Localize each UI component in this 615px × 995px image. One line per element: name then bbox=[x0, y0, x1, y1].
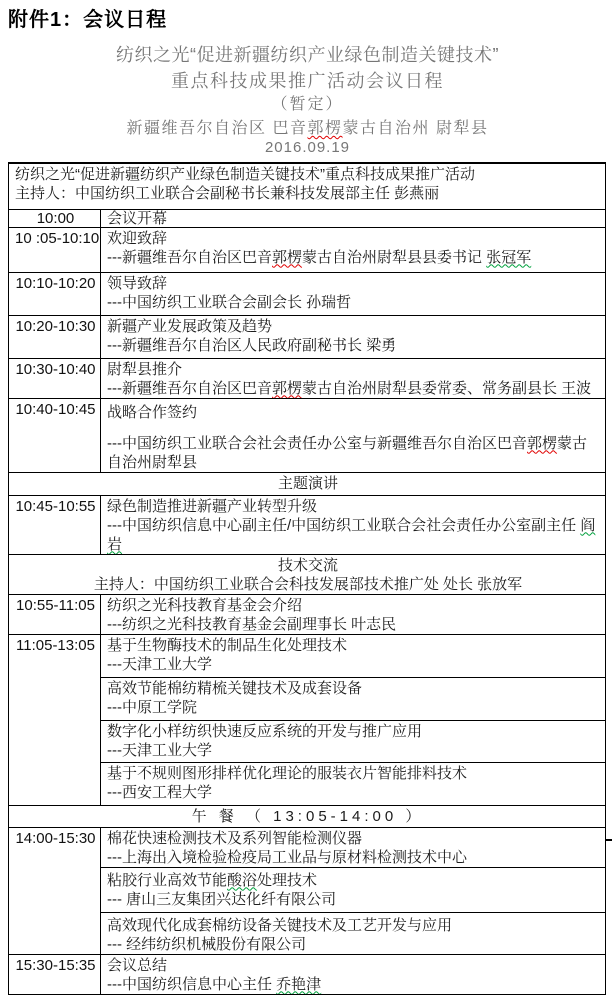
agenda-row-keynote-header bbox=[9, 472, 606, 495]
agenda-row-tech5 bbox=[9, 827, 606, 867]
agenda-item-title: 高效节能棉纺精梳关键技术及成套设备 bbox=[107, 679, 363, 697]
agenda-item-title: 会议总结 bbox=[107, 956, 168, 974]
table-border-stub bbox=[606, 839, 612, 841]
agenda-row-county bbox=[9, 358, 606, 398]
time-cell: 10:45-10:55 bbox=[9, 495, 101, 554]
agenda-item-title: 数字化小样纺织快速反应系统的开发与推广应用 bbox=[107, 722, 423, 740]
time-cell: 15:30-15:35 bbox=[9, 954, 101, 994]
agenda-item-speaker: ---中国纺织工业联合会社会责任办公室与新疆维吾尔自治区巴音郭楞蒙古自治州尉犁县 bbox=[107, 434, 588, 471]
spellcheck-word: 郭楞 bbox=[272, 248, 303, 266]
agenda-item-title: 绿色制造推进新疆产业转型升级 bbox=[107, 497, 318, 515]
section-header-label: 技术交流 bbox=[277, 556, 338, 574]
agenda-item-title: 领导致辞 bbox=[107, 274, 168, 292]
agenda-item-speaker: ---天津工业大学 bbox=[107, 741, 212, 759]
date-line: 2016.09.19 bbox=[264, 139, 351, 156]
agenda-row-opening bbox=[9, 209, 606, 227]
agenda-item-cell bbox=[101, 954, 606, 994]
agenda-item-title: 欢迎致辞 bbox=[107, 229, 168, 247]
agenda-item-title: 纺织之光科技教育基金会介绍 bbox=[107, 596, 303, 614]
agenda-item-speaker: ---中国纺织信息中心副主任/中国纺织工业联合会社会责任办公室副主任 阎岩 bbox=[107, 516, 596, 553]
agenda-item-cell bbox=[101, 634, 606, 677]
agenda-item-title: 尉犁县推介 bbox=[107, 360, 183, 378]
agenda-item-cell bbox=[101, 867, 606, 912]
agenda-item-cell bbox=[101, 594, 606, 634]
agenda-row-exchange-header bbox=[9, 554, 606, 594]
agenda-row-summary bbox=[9, 954, 606, 994]
agenda-item-speaker: ---纺织之光科技教育基金会副理事长 叶志民 bbox=[107, 615, 397, 633]
agenda-row-green-manufacturing bbox=[9, 495, 606, 554]
time-cell: 10 :05-10:10 bbox=[9, 227, 101, 272]
agenda-item-title: 基于生物酶技术的制品生化处理技术 bbox=[107, 636, 348, 654]
time-cell: 10:20-10:30 bbox=[9, 315, 101, 358]
agenda-row-fund bbox=[9, 594, 606, 634]
attachment-title: 附件1：会议日程 bbox=[8, 9, 168, 31]
agenda-row-lunch bbox=[9, 805, 606, 827]
agenda-table bbox=[8, 162, 606, 995]
agenda-item-title: 基于不规则图形排样优化理论的服装衣片智能排料技术 bbox=[107, 764, 468, 782]
agenda-item-speaker: ---中国纺织工业联合会副会长 孙瑞哲 bbox=[107, 293, 352, 311]
location-spellcheck-word: 郭楞 bbox=[307, 120, 343, 137]
section-header-exchange bbox=[9, 554, 606, 594]
grammar-word: 阎岩 bbox=[107, 516, 596, 553]
agenda-item-speaker: ---上海出入境检验检疫局工业品与原材料检测技术中心 bbox=[107, 848, 467, 866]
time-cell: 10:00 bbox=[9, 209, 101, 227]
agenda-item-cell bbox=[101, 315, 606, 358]
time-cell: 10:40-10:45 bbox=[9, 398, 101, 472]
intro-line1: 纺织之光“促进新疆纺织产业绿色制造关键技术”重点科技成果推广活动 bbox=[15, 166, 475, 183]
agenda-item-cell bbox=[101, 720, 606, 762]
section-header-keynote: 主题演讲 bbox=[9, 472, 606, 495]
agenda-item-speaker: ---新疆维吾尔自治区人民政府副秘书长 梁勇 bbox=[107, 336, 397, 354]
agenda-item-cell bbox=[101, 677, 606, 720]
agenda-row-leader bbox=[9, 272, 606, 315]
agenda-item-speaker: ---新疆维吾尔自治区巴音郭楞蒙古自治州尉犁县委常委、常务副县长 王波 bbox=[107, 379, 592, 397]
agenda-item-cell bbox=[101, 495, 606, 554]
conference-title-line1: 纺织之光“促进新疆纺织产业绿色制造关键技术” bbox=[116, 45, 499, 65]
agenda-row-policy bbox=[9, 315, 606, 358]
agenda-row-welcome bbox=[9, 227, 606, 272]
conference-title-line2: 重点科技成果推广活动会议日程 bbox=[171, 71, 444, 91]
agenda-item-title: 会议开幕 bbox=[101, 209, 606, 227]
time-cell: 10:55-11:05 bbox=[9, 594, 101, 634]
agenda-item-cell bbox=[101, 827, 606, 867]
lunch-label: 午 餐 （ 13:05-14:00 ） bbox=[9, 805, 606, 827]
agenda-row-tech1 bbox=[9, 634, 606, 677]
location-suffix: 蒙古自治州 尉犁县 bbox=[342, 120, 489, 137]
agenda-item-speaker: ---中原工学院 bbox=[107, 698, 197, 716]
section-header-host: 主持人：中国纺织工业联合会科技发展部技术推广处 处长 张放军 bbox=[93, 575, 523, 593]
agenda-item-speaker: ---新疆维吾尔自治区巴音郭楞蒙古自治州尉犁县县委书记 张冠军 bbox=[107, 248, 532, 266]
time-cell: 10:30-10:40 bbox=[9, 358, 101, 398]
agenda-item-cell bbox=[101, 398, 606, 472]
grammar-word: 张冠军 bbox=[486, 248, 532, 266]
time-cell-block1: 11:05-13:05 bbox=[9, 634, 101, 805]
agenda-row-intro bbox=[9, 163, 606, 209]
agenda-item-speaker: ---西安工程大学 bbox=[107, 783, 212, 801]
agenda-row-signing bbox=[9, 398, 606, 472]
agenda-item-speaker: --- 经纬纺织机械股份有限公司 bbox=[107, 935, 307, 953]
agenda-item-title: 棉花快速检测技术及系列智能检测仪器 bbox=[107, 829, 363, 847]
agenda-item-cell bbox=[101, 912, 606, 954]
agenda-item-cell bbox=[101, 358, 606, 398]
agenda-item-cell bbox=[101, 762, 606, 805]
intro-cell bbox=[9, 163, 606, 209]
draft-note: （暂定） bbox=[271, 96, 344, 113]
location-prefix: 新疆维吾尔自治区 巴音 bbox=[126, 120, 308, 137]
agenda-item-title: 新疆产业发展政策及趋势 bbox=[107, 317, 273, 335]
spellcheck-word: 郭楞 bbox=[527, 434, 558, 452]
agenda-item-title: 高效现代化成套棉纺设备关键技术及工艺开发与应用 bbox=[107, 916, 453, 934]
grammar-word: 酸浴 bbox=[227, 871, 258, 889]
agenda-item-speaker: ---天津工业大学 bbox=[107, 655, 212, 673]
agenda-item-title: 粘胶行业高效节能酸浴处理技术 bbox=[107, 871, 318, 889]
agenda-item-speaker: ---中国纺织信息中心主任 乔艳津 bbox=[107, 975, 322, 993]
agenda-item-speaker: --- 唐山三友集团兴达化纤有限公司 bbox=[107, 890, 337, 908]
agenda-item-cell bbox=[101, 227, 606, 272]
spellcheck-word: 郭楞 bbox=[272, 379, 303, 397]
time-cell: 10:10-10:20 bbox=[9, 272, 101, 315]
location-line bbox=[0, 119, 615, 138]
intro-line2: 主持人：中国纺织工业联合会副秘书长兼科技发展部主任 彭燕丽 bbox=[15, 185, 440, 202]
agenda-item-cell bbox=[101, 272, 606, 315]
grammar-word: 乔艳津 bbox=[276, 975, 322, 993]
agenda-item-title: 战略合作签约 bbox=[107, 403, 198, 421]
time-cell-block2: 14:00-15:30 bbox=[9, 827, 101, 954]
